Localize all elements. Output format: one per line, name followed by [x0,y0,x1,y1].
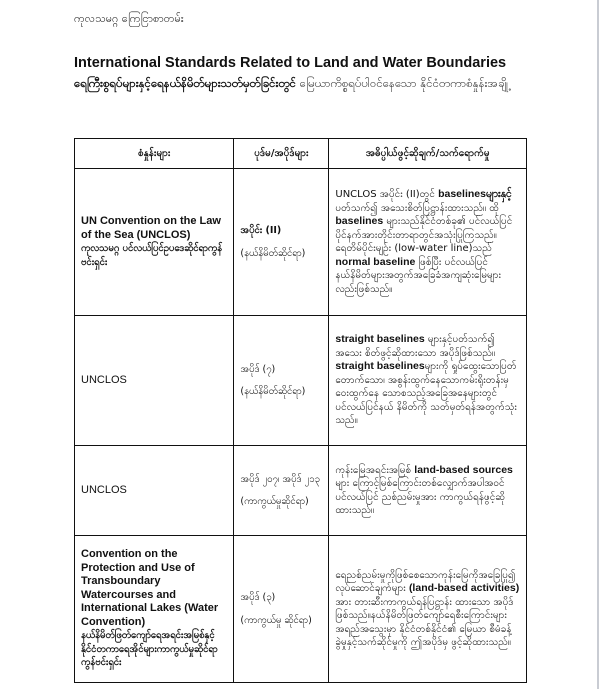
effect-text-bold: normal baseline [335,255,416,268]
subtitle-normal-part: မြေယာကိစ္စရပ်ပါဝင်နေသော နိုင်ငံတကာစံနှုန်းအချို့ [299,76,508,90]
article-label: အပိုဒ် ၂၀၇၊ အပိုဒ် ၂၁၃ [240,473,320,485]
article-category: (နယ်နိမိတ်ဆိုင်ရာ) [240,386,306,397]
effect-text-bold: baselinesများနှင့် [438,188,512,200]
standard-cell [75,446,234,536]
article-label: အပိုင်း (II) [240,225,282,236]
standard-name-en: UNCLOS [81,373,127,386]
effect-text: ပတ်သက်၍ အသေးစိတ်ပြဋ္ဌာန်းထားသည်။ ထို [335,202,499,214]
standard-name-en: UN Convention on the Law of the Sea (UNCLOS) [81,215,221,241]
effect-text: များ ကြောင့်မြစ်ကြောင်းတစ်လျှောက်အပါအဝင်ပင်လယ်ပြင် ညစ်ညမ်းမှုအား ကာကွယ်ရန်ဖွင့်ဆို ထားသည်။ [335,478,505,516]
effect-text: UNCLOS အပိုင်း (II)တွင် [335,189,439,200]
standard-cell [75,169,234,316]
table-header-row [75,139,527,169]
standard-cell [75,536,234,683]
table-row [75,316,527,446]
standard-name-my: နယ်နိမိတ်ဖြတ်ကျော်ရေအရင်းအမြစ်နှင့်နိုင်ငံတကာရေအိုင်များကာကွယ်မှုဆိုင်ရာ ကွန်ဗင်းရှင်း [81,630,218,669]
effect-text-bold: land-based sources [414,463,513,476]
article-cell [234,446,329,536]
effect-cell [329,536,527,683]
effect-text-bold: baselines [335,215,384,227]
breadcrumb: ကုလသမဂ္ဂ ကြေငြာစာတမ်း [74,12,184,25]
page-subtitle-myanmar [74,75,544,92]
effect-text: များကို ရှုပ်ထွေးသောပြတ်တောက်သော၊ အစွန်းထွက်နေသောကမ်းရိုးတန်းမှ ဝေးထွက်နေ သောစသည့်အခြေအနေများတွင် ပင်လယ်ပြင်နယ် နိမိတ်ကို သတ်မှတ်ရန်အတွက်သုံးသည်။ [335,361,517,427]
standard-name-my: ကုလသမဂ္ဂ ပင်လယ်ပြင်ဥပဒေဆိုင်ရာကွန်ဗင်းရှင်း [81,243,223,268]
scrollbar-track[interactable] [597,0,599,689]
effect-text: များသည်နိုင်ငံတစ်ခု၏ ပင်လယ်ပြင်ပိုင်နက်အားတိုင်းတာရာတွင်အသုံးပြုကြသည်။ ရေတိမ်ပိုင်းမျဉ်း (low-water line)သည် [335,216,513,254]
effect-text: အား တားဆီးကာကွယ်ရန်ပြဋ္ဌာန်း ထားသော အပိုဒ်ဖြစ်သည်။နယ်နိမိတ်ဖြတ်ကျော်ရေစီးကြောင်းများ အရည်အသွေးမှာ နိုင်ငံတစ်နိုင်ငံ၏ မြေယာ စီမံခန့် ခွဲမှုနှင့်သက်ဆိုင်မှုကို ဤအပိုဒ်မှ ဖွင့်ဆိုထားသည်။ [335,596,514,648]
effect-cell [329,316,527,446]
effect-text: ဖြစ်ပြီး ပင်လယ်ပြင်နယ်နိမိတ်များအတွက်အခြေခံအကျဆုံးမြေများလည်းဖြစ်သည်။ [335,256,501,295]
article-cell [234,536,329,683]
table-row [75,446,527,536]
article-category: (ကာကွယ်မှုဆိုင်ရာ) [240,496,309,507]
standard-cell [75,316,234,446]
page-title: International Standards Related to Land and Water Boundaries [74,55,507,71]
article-label: အပိုဒ် (၇) [240,363,276,375]
effect-cell [329,169,527,316]
effect-text: ရေညစ်ညမ်းမှုကိုဖြစ်စေသောကုန်းမြေကိုအခြေပြု၍ လုပ်ဆောင်ချက်များ [335,569,516,594]
article-cell [234,316,329,446]
subtitle-bold-part: ရေကြီးစွရပ်များနှင့်ရေနယ်နိမိတ်များသတ်မှတ်ခြင်းတွင် [74,76,297,90]
effect-cell [329,446,527,536]
article-label: အပိုဒ် (၃) [240,592,276,603]
header-definition-effect: အဓိပ္ပါယ်ဖွင့်ဆိုချက်/သက်ရောက်မှု [329,139,527,169]
article-cell [234,169,329,316]
table-row [75,536,527,683]
standard-name-en: Convention on the Protection and Use of Transboundary Watercourses and International Lakes (Water Convention) [81,548,219,628]
header-articles: ပုဒ်မ/အပိုဒ်များ [234,139,329,169]
table-row [75,169,527,316]
article-category: (နယ်နိမိတ်ဆိုင်ရာ) [240,247,306,259]
header-standards: စံနှုန်းများ [75,139,234,169]
article-category: (ကာကွယ်မှု ဆိုင်ရာ) [240,614,312,626]
standards-table [74,138,527,683]
effect-text-bold: straight baselines [335,360,425,373]
effect-text: ကုန်းမြေအရင်းအမြစ် [335,464,415,476]
effect-text-bold: (land-based activities) [408,582,520,594]
standard-name-en: UNCLOS [81,483,127,496]
effect-text-bold: straight baselines [335,333,425,346]
effect-text: များနှင့်ပတ်သက်၍ အသေး စိတ်ဖွင့်ဆိုထားသော အပိုဒ်ဖြစ်သည်။ [335,334,496,359]
